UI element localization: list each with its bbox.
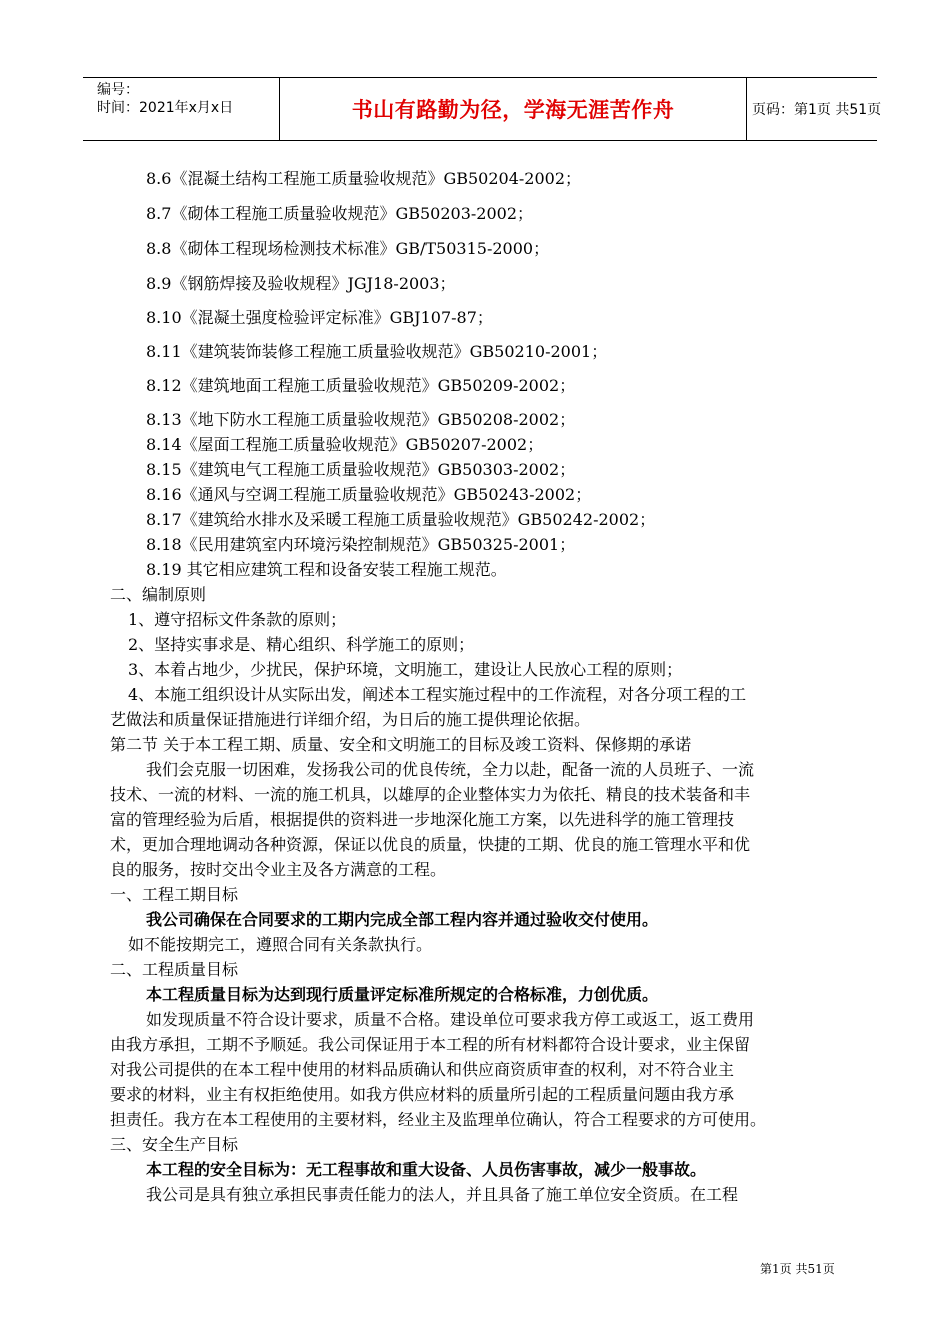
standard-line-8-10: 8.10《混凝土强度检验评定标准》GBJ107-87；	[146, 308, 493, 327]
standard-line-8-17: 8.17《建筑给水排水及采暖工程施工质量验收规范》GB50242-2002；	[146, 510, 656, 529]
standard-line-8-6: 8.6《混凝土结构工程施工质量验收规范》GB50204-2002；	[146, 169, 582, 188]
section-heading: 二、编制原则	[110, 585, 207, 604]
standard-line-8-7: 8.7《砌体工程施工质量验收规范》GB50203-2002；	[146, 204, 534, 223]
section-heading: 三、安全生产目标	[110, 1135, 239, 1154]
paragraph-line: 我公司是具有独立承担民事责任能力的法人，并且具备了施工单位安全资质。在工程	[146, 1185, 739, 1204]
header-page-info: 页码：第1页 共51页	[752, 102, 882, 118]
header-table	[83, 77, 882, 141]
standard-line-8-19: 8.19 其它相应建筑工程和设备安装工程施工规范。	[146, 560, 507, 579]
paragraph-line: 担责任。我方在本工程使用的主要材料，经业主及监理单位确认，符合工程要求的方可使用。	[110, 1110, 767, 1129]
standard-line-8-8: 8.8《砌体工程现场检测技术标准》GB/T50315-2000；	[146, 239, 550, 258]
standard-line-8-9: 8.9《钢筋焊接及验收规程》JGJ18-2003；	[146, 274, 456, 293]
paragraph-line: 艺做法和质量保证措施进行详细介绍，为日后的施工提供理论依据。	[110, 710, 591, 729]
paragraph-line: 术，更加合理地调动各种资源，保证以优良的质量，快捷的工期、优良的施工管理水平和优	[110, 835, 751, 854]
standard-line-8-18: 8.18《民用建筑室内环境污染控制规范》GB50325-2001；	[146, 535, 576, 554]
principle-item: 1、遵守招标文件条款的原则；	[128, 610, 347, 629]
paragraph-line: 如不能按期完工，遵照合同有关条款执行。	[128, 935, 433, 954]
chapter-heading: 第二节 关于本工程工期、质量、安全和文明施工的目标及竣工资料、保修期的承诺	[110, 735, 692, 754]
header-left-cell	[83, 78, 279, 140]
standard-line-8-14: 8.14《屋面工程施工质量验收规范》GB50207-2002；	[146, 435, 544, 454]
document-time-label: 时间：2021年x月x日	[97, 100, 234, 116]
paragraph-line: 如发现质量不符合设计要求，质量不合格。建设单位可要求我方停工或返工，返工费用	[146, 1010, 755, 1029]
quality-goal: 本工程质量目标为达到现行质量评定标准所规定的合格标准，力创优质。	[146, 985, 659, 1004]
section-heading: 一、工程工期目标	[110, 885, 239, 904]
safety-goal: 本工程的安全目标为：无工程事故和重大设备、人员伤害事故，减少一般事故。	[146, 1160, 707, 1179]
page-footer: 第1页 共51页	[760, 1262, 835, 1276]
header-page-cell	[746, 78, 883, 140]
paragraph-line: 我们会克服一切困难，发扬我公司的优良传统，全力以赴，配备一流的人员班子、一流	[146, 760, 755, 779]
header-motto: 书山有路勤为径，学海无涯苦作舟	[351, 98, 675, 122]
standard-line-8-16: 8.16《通风与空调工程施工质量验收规范》GB50243-2002；	[146, 485, 592, 504]
paragraph-line: 技术、一流的材料、一流的施工机具，以雄厚的企业整体实力为依托、精良的技术装备和丰	[110, 785, 751, 804]
paragraph-line: 要求的材料，业主有权拒绝使用。如我方供应材料的质量所引起的工程质量问题由我方承	[110, 1085, 735, 1104]
schedule-goal: 我公司确保在合同要求的工期内完成全部工程内容并通过验收交付使用。	[146, 910, 659, 929]
document-number-label: 编号：	[97, 82, 139, 98]
standard-line-8-12: 8.12《建筑地面工程施工质量验收规范》GB50209-2002；	[146, 376, 576, 395]
principle-item: 4、本施工组织设计从实际出发，阐述本工程实施过程中的工作流程，对各分项工程的工	[128, 685, 747, 704]
principle-item: 3、本着占地少，少扰民，保护环境，文明施工，建设让人民放心工程的原则；	[128, 660, 683, 679]
paragraph-line: 对我公司提供的在本工程中使用的材料品质确认和供应商资质审查的权利，对不符合业主	[110, 1060, 735, 1079]
standard-line-8-13: 8.13《地下防水工程施工质量验收规范》GB50208-2002；	[146, 410, 576, 429]
paragraph-line: 富的管理经验为后盾，根据提供的资料进一步地深化施工方案，以先进科学的施工管理技	[110, 810, 735, 829]
paragraph-line: 由我方承担，工期不予顺延。我公司保证用于本工程的所有材料都符合设计要求，业主保留	[110, 1035, 751, 1054]
section-heading: 二、工程质量目标	[110, 960, 239, 979]
header-motto-cell	[279, 78, 747, 140]
principle-item: 2、坚持实事求是、精心组织、科学施工的原则；	[128, 635, 475, 654]
standard-line-8-15: 8.15《建筑电气工程施工质量验收规范》GB50303-2002；	[146, 460, 576, 479]
paragraph-line: 良的服务，按时交出令业主及各方满意的工程。	[110, 860, 447, 879]
standard-line-8-11: 8.11《建筑装饰装修工程施工质量验收规范》GB50210-2001；	[146, 342, 608, 361]
